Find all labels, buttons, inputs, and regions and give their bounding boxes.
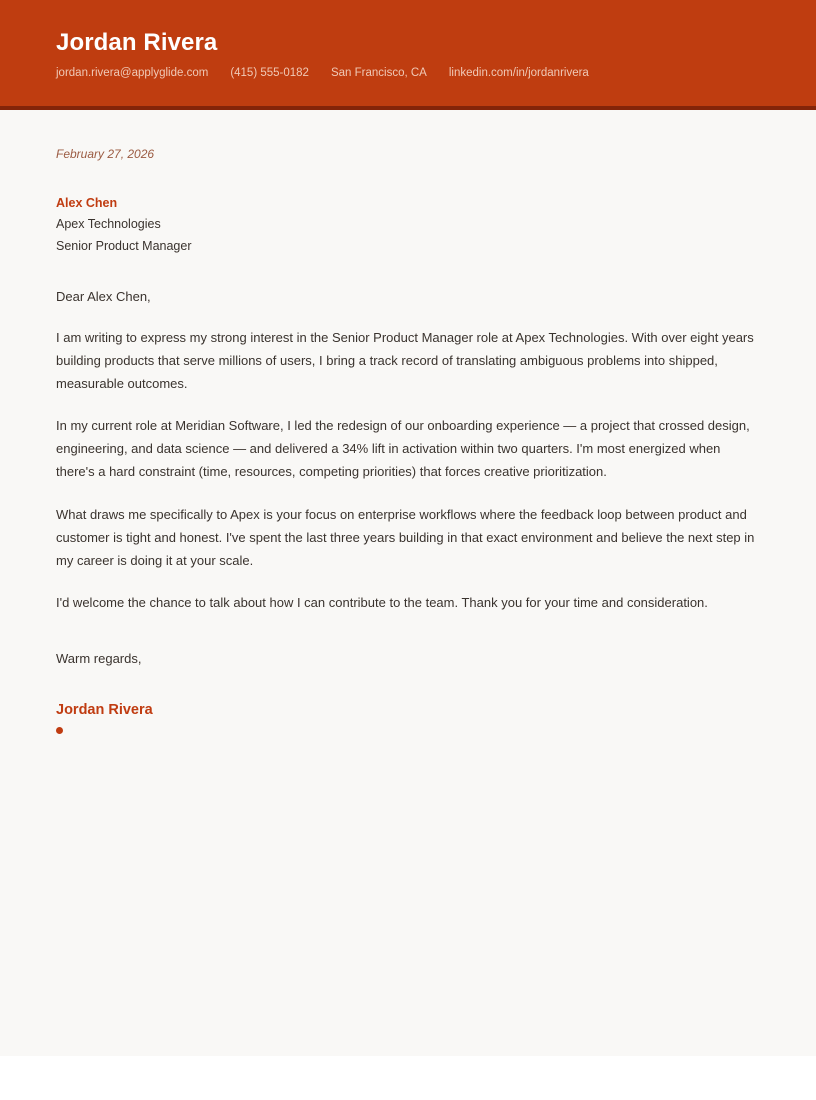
letter-date: February 27, 2026	[56, 147, 155, 161]
contact-location: San Francisco, CA	[330, 67, 427, 80]
accent-dot-icon	[56, 727, 63, 734]
signature-name: Jordan Rivera	[56, 701, 153, 718]
recipient-company: Apex Technologies	[56, 217, 161, 232]
letter-paragraph-3: What draws me specifically to Apex is your focus on enterprise workflows where the feedback loop between product and customer is tight and honest. I've spent the last three years building in that exact environment and believe the next step in my career is doing it at your scale.	[56, 506, 755, 568]
recipient-block	[56, 193, 760, 258]
closing-phrase: Warm regards,	[56, 651, 142, 667]
contact-linkedin[interactable]: linkedin.com/in/jordanrivera	[448, 67, 589, 80]
contact-info-line	[56, 67, 760, 81]
sender-name: Jordan Rivera	[56, 29, 218, 56]
letter-header-banner	[0, 0, 816, 110]
letter-paragraph-4: I'd welcome the chance to talk about how I can contribute to the team. Thank you for your time and consideration.	[56, 594, 708, 610]
salutation: Dear Alex Chen,	[56, 289, 151, 305]
letter-body	[0, 110, 816, 734]
recipient-role: Senior Product Manager	[56, 238, 192, 253]
contact-email[interactable]: jordan.rivera@applyglide.com	[56, 67, 209, 80]
letter-paragraph-2: In my current role at Meridian Software, I led the redesign of our onboarding experience — a project that crossed design, engineering, and data science — and delivered a 34% lift in activation within two quarters. I'm most energized when there's a hard constraint (time, resources, competing priorities) that forces creative prioritization.	[56, 418, 750, 480]
contact-phone[interactable]: (415) 555-0182	[230, 67, 309, 80]
letter-paragraph-1: I am writing to express my strong interest in the Senior Product Manager role at Apex Technologies. With over eight years building products that serve millions of users, I bring a track record of translating ambiguous problems into shipped, measurable outcomes.	[56, 329, 754, 392]
signature-block	[56, 701, 760, 735]
recipient-name: Alex Chen	[56, 195, 118, 210]
